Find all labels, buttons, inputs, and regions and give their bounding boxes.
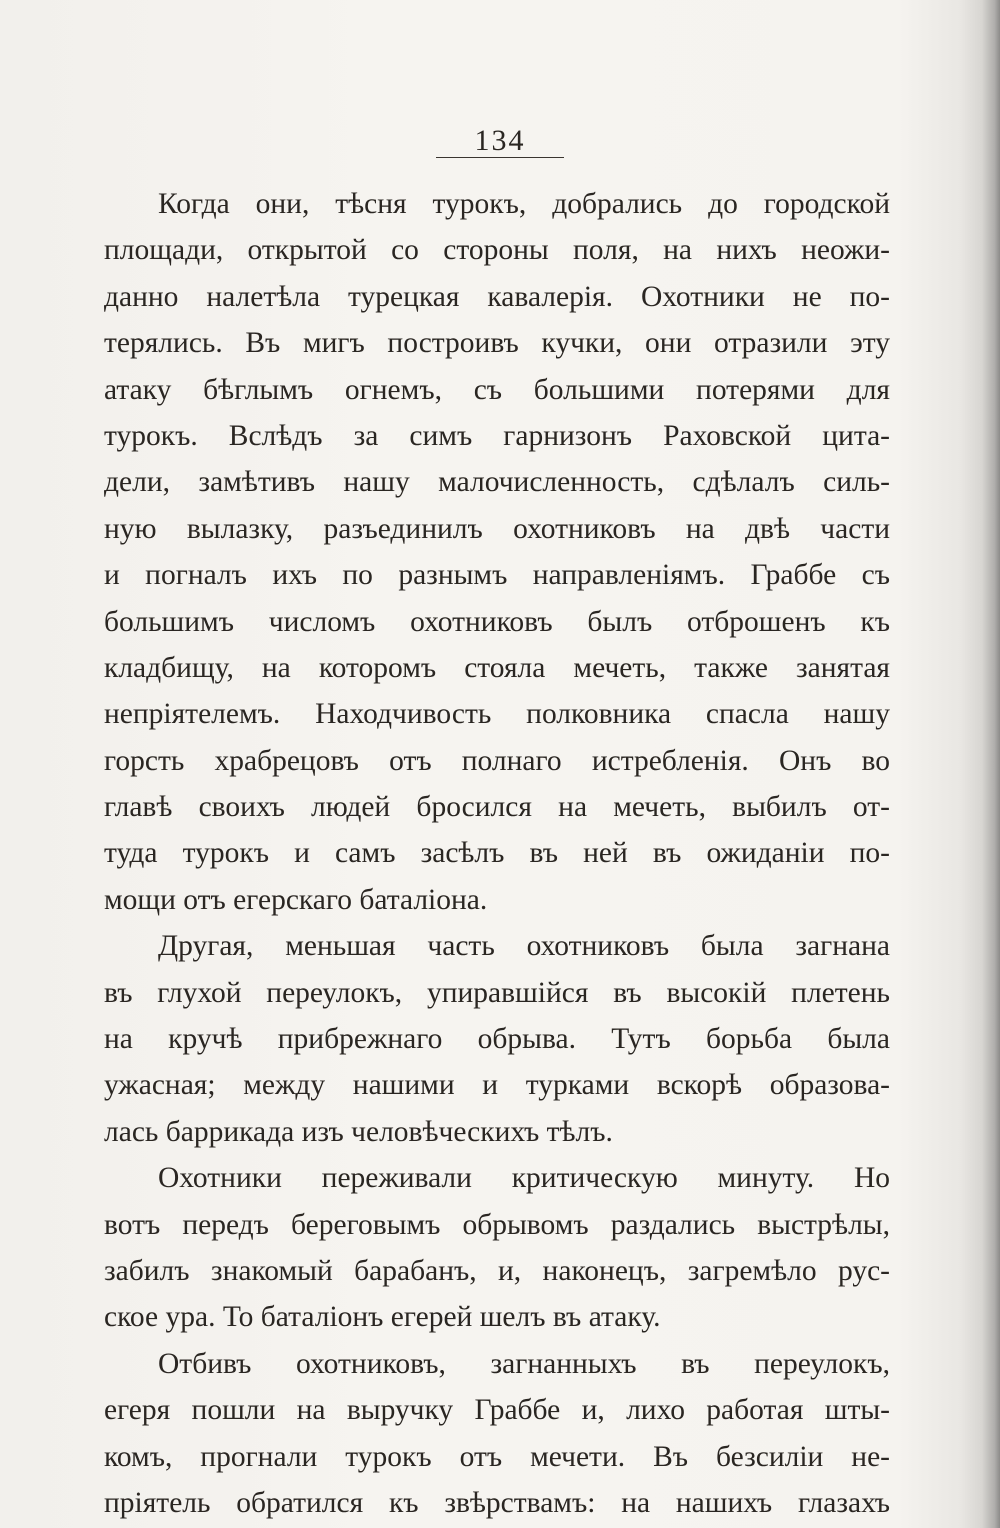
text-line: лась баррикада изъ человѣческихъ тѣлъ. bbox=[104, 1115, 613, 1148]
text-line: кладбищу, на которомъ стояла мечеть, также занятая bbox=[104, 651, 890, 684]
text-line: площади, открытой со стороны поля, на нихъ неожи- bbox=[104, 234, 890, 267]
header-rule bbox=[436, 157, 564, 158]
text-line: ужасная; между нашими и турками вскорѣ образова- bbox=[104, 1069, 890, 1102]
text-line: большимъ числомъ охотниковъ былъ отброшенъ къ bbox=[104, 605, 890, 638]
text-line: ское ура. То баталіонъ егерей шелъ въ атаку. bbox=[104, 1301, 661, 1334]
text-line: турокъ. Вслѣдъ за симъ гарнизонъ Раховской цита- bbox=[104, 419, 890, 452]
text-line: въ глухой переулокъ, упиравшійся въ высокій плетень bbox=[104, 976, 890, 1009]
text-line: Отбивъ охотниковъ, загнанныхъ въ переулокъ, bbox=[158, 1347, 890, 1380]
text-line: ную вылазку, разъединилъ охотниковъ на двѣ части bbox=[104, 512, 890, 545]
text-line: Другая, меньшая часть охотниковъ была загнана bbox=[158, 930, 890, 963]
text-line: Когда они, тѣсня турокъ, добрались до городской bbox=[158, 188, 890, 220]
text-line: главѣ своихъ людей бросился на мечеть, выбилъ от- bbox=[104, 791, 890, 824]
text-line: егеря пошли на выручку Граббе и, лихо работая шты- bbox=[104, 1394, 890, 1427]
text-line: вотъ передъ береговымъ обрывомъ раздались выстрѣлы, bbox=[104, 1208, 890, 1241]
text-line: пріятель обратился къ звѣрствамъ: на нашихъ глазахъ bbox=[104, 1486, 890, 1519]
text-line: забилъ знакомый барабанъ, и, наконецъ, загремѣло рус- bbox=[104, 1254, 890, 1287]
page-number: 134 bbox=[474, 124, 526, 157]
page-edge-shadow bbox=[982, 0, 1000, 1528]
text-line: комъ, прогнали турокъ отъ мечети. Въ безсиліи не- bbox=[104, 1440, 890, 1473]
text-line: данно налетѣла турецкая кавалерія. Охотники не по- bbox=[104, 280, 890, 313]
text-line: терялись. Въ мигъ построивъ кучки, они отразили эту bbox=[104, 327, 890, 360]
text-line: и погналъ ихъ по разнымъ направленіямъ. Граббе съ bbox=[104, 559, 890, 592]
text-line: мощи отъ егерскаго баталіона. bbox=[104, 883, 488, 916]
body-text bbox=[104, 181, 890, 1526]
text-line: на кручѣ прибрежнаго обрыва. Тутъ борьба была bbox=[104, 1023, 890, 1056]
text-line: горсть храбрецовъ отъ полнаго истребленія. Онъ во bbox=[104, 744, 890, 777]
text-line: туда турокъ и самъ засѣлъ въ ней въ ожиданіи по- bbox=[104, 837, 890, 870]
text-line: атаку бѣглымъ огнемъ, съ большими потерями для bbox=[104, 373, 890, 406]
text-line: непріятелемъ. Находчивость полковника спасла нашу bbox=[104, 698, 890, 731]
text-line: дели, замѣтивъ нашу малочисленность, сдѣлалъ силь- bbox=[104, 466, 890, 499]
text-line: Охотники переживали критическую минуту. Но bbox=[158, 1162, 890, 1195]
